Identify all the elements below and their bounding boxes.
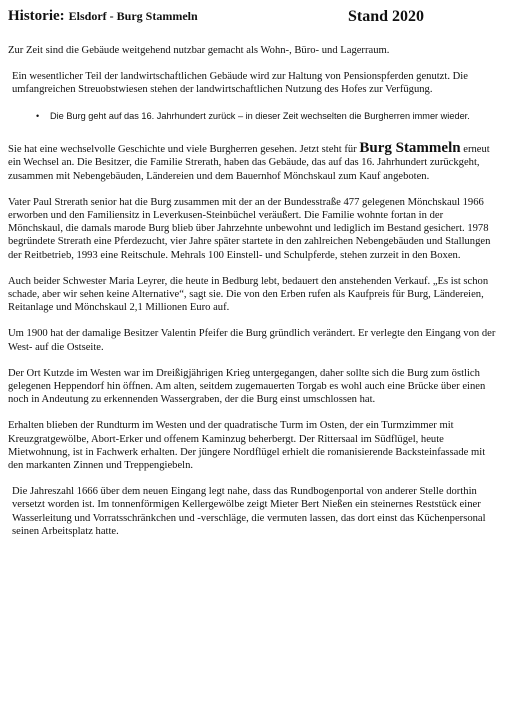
paragraph-history xyxy=(8,142,498,183)
history-text-start: Sie hat eine wechselvolle Geschichte und viele Burgherren gesehen. Jetzt steht für xyxy=(8,144,360,156)
burg-name-bold: Burg Stammeln xyxy=(359,140,461,157)
page-title: Historie: xyxy=(8,8,65,24)
paragraph-horses: Ein wesentlicher Teil der landwirtschaftlichen Gebäude wird zur Haltung von Pensionspferden genutzt. Die umfangreichen Streuobstwiesen stehen der landwirtschaftlichen Nutzung des Hofes zur Verfügung. xyxy=(12,71,468,96)
paragraph-1666: Die Jahreszahl 1666 über dem neuen Eingang legt nahe, dass das Rundbogenportal von anderer Stelle dorthin versetzt worden ist. Im tonnenförmigen Kellergewölbe zeigt Mieter Bert Nießen ein steinernes Reststück einer Wasserleitung und Vorratsschränkchen und -verschläge, die vermuten lassen, das dort einst das Küchenpersonal seinen Arbeitsplatz hatte. xyxy=(12,486,486,537)
paragraph-1900: Um 1900 hat der damalige Besitzer Valentin Pfeifer die Burg gründlich verändert. Er verlegte den Eingang von der West- auf die Ostseite. xyxy=(8,328,496,353)
page-subtitle: Elsdorf - Burg Stammeln xyxy=(68,9,198,23)
list-item-text: Die Burg geht auf das 16. Jahrhundert zurück – in dieser Zeit wechselten die Burgherren immer wieder. xyxy=(50,110,470,121)
stand-label: Stand 2020 xyxy=(348,8,425,25)
paragraph-leyrer: Auch beider Schwester Maria Leyrer, die heute in Bedburg lebt, bedauert den anstehenden Verkauf. „Es ist schon schade, aber wir sehen keine Alternative“, sagt sie. Die von den Erben rufen als Kaufpreis für Burg, Ländereien, Reitanlage und Mönchskaul 2,1 Millionen Euro auf. xyxy=(8,275,489,314)
bullet-icon: • xyxy=(36,110,40,121)
paragraph-kutzde: Der Ort Kutzde im Westen war im Dreißigjährigen Krieg untergegangen, daher sollte sich die Burg zum östlich gelegenen Heppendorf hin öffnen. Am alten, seitdem zugemauerten Torgab es wohl auch eine Brücke über einen noch in Andeutung zu erkennenden Wassergraben, der die Burg einst umschlossen hat. xyxy=(8,367,486,406)
document-page xyxy=(0,8,506,708)
paragraph-towers: Erhalten blieben der Rundturm im Westen und der quadratische Turm im Osten, der ein Turmzimmer mit Kreuzgratgewölbe, Abort-Erker und offenem Kaminzug beherbergt. Der Rittersaal im Südflügel, heute Mietwohnung, ist in Fachwerk erhalten. Der jüngere Nordflügel erhielt die romanisierende Backsteinfassade mit den markanten Zinnen und Treppengiebeln. xyxy=(8,420,486,471)
list-item xyxy=(36,110,498,123)
paragraph-usage: Zur Zeit sind die Gebäude weitgehend nutzbar gemacht als Wohn-, Büro- und Lagerraum. xyxy=(8,45,390,56)
paragraph-strerath: Vater Paul Strerath senior hat die Burg zusammen mit der an der Bundesstraße 477 gelegenen Mönchskaul 1966 erworben und den Familiensitz in Leverkusen-Steinbüchel veräußert. Die Familie wohnte fortan in der Mönchskaul, die damals marode Burg blieb über Jahrzehnte unbewohnt und lediglich im Bestand gesichert. 1978 begründete Strerath eine Pferdezucht, vier Jahre später startete in den zahlreichen Nebengebäuden und Stallungen der Reitbetrieb, 1993 eine Reitschule. Mehrals 100 Einstell- und Schulpferde, stehen zurzeit in den Boxen. xyxy=(8,196,491,261)
document-header xyxy=(8,8,498,30)
history-text-end: erneut ein Wechsel an. Die Besitzer, die Familie Strerath, haben das Gebäude, das auf das 16. Jahrhundert zurückgeht, zusammen mit Nebengebäuden, Ländereien und dem Bauernhof Mönchskaul zum Kauf angeboten. xyxy=(8,144,490,182)
bullet-list xyxy=(8,110,498,123)
